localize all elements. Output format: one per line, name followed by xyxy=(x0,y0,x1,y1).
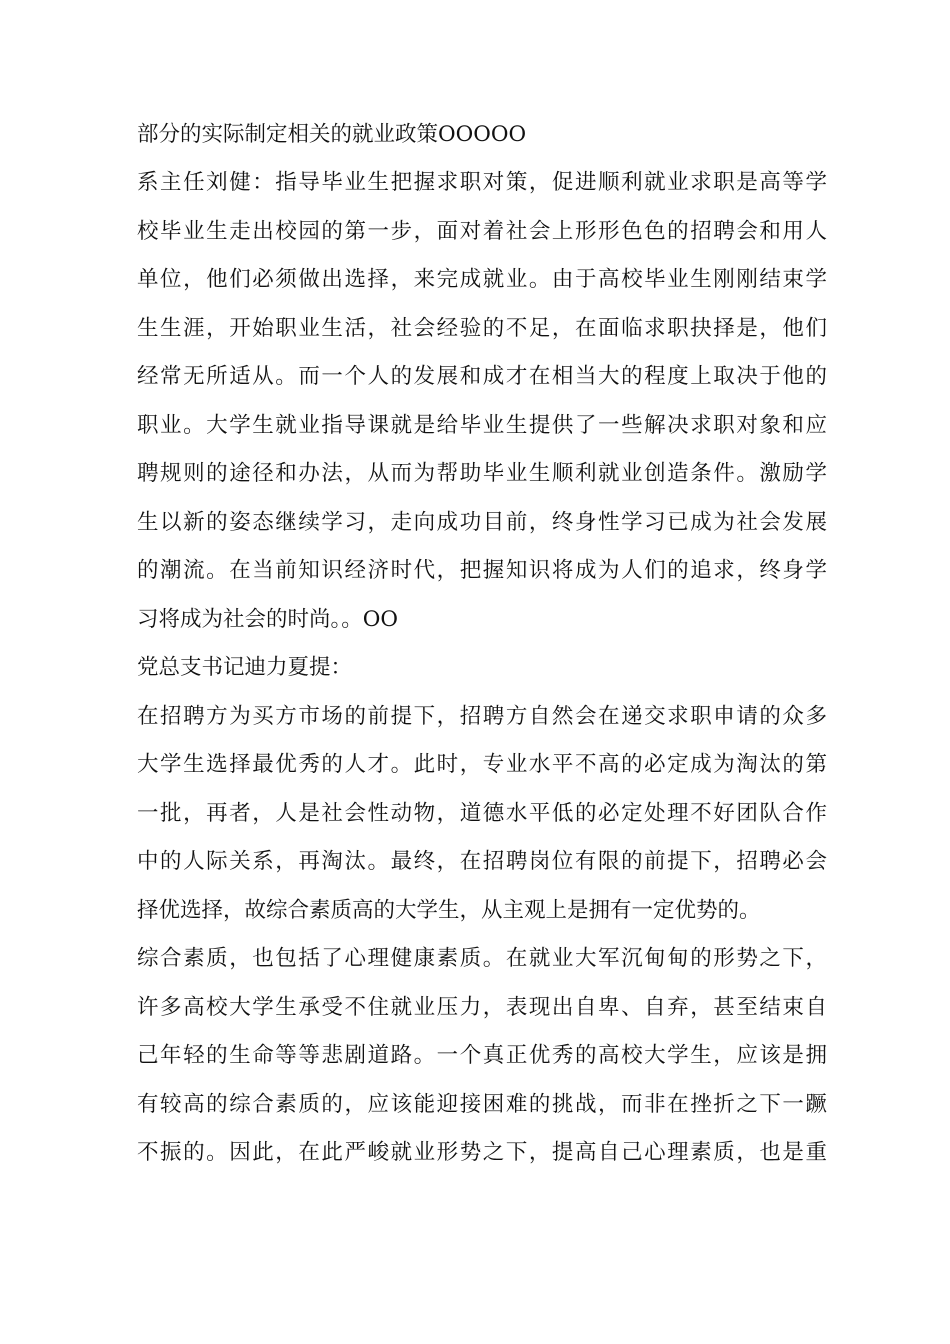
text-line: 单位，他们必须做出选择，来完成就业。由于高校毕业生刚刚结束学 xyxy=(137,267,827,292)
text-line: 生以新的姿态继续学习，走向成功目前，终身性学习已成为社会发展 xyxy=(137,510,827,535)
text-line: 党总支书记迪力夏提： xyxy=(137,655,353,680)
text-line: 习将成为社会的时尚。。OO xyxy=(137,607,399,632)
text-line: 职业。大学生就业指导课就是给毕业生提供了一些解决求职对象和应 xyxy=(137,413,827,438)
text-line: 的潮流。在当前知识经济时代，把握知识将成为人们的追求，终身学 xyxy=(137,558,827,583)
text-line: 许多高校大学生承受不住就业压力，表现出自卑、自弃，甚至结束自 xyxy=(137,995,827,1020)
text-line: 在招聘方为买方市场的前提下，招聘方自然会在递交求职申请的众多 xyxy=(137,704,827,729)
text-line: 部分的实际制定相关的就业政策OOOOO xyxy=(137,122,527,147)
text-line: 生生涯，开始职业生活，社会经验的不足，在面临求职抉择是，他们 xyxy=(137,316,827,341)
text-line: 综合素质，也包括了心理健康素质。在就业大军沉甸甸的形势之下， xyxy=(137,946,827,971)
text-line: 择优选择，故综合素质高的大学生，从主观上是拥有一定优势的。 xyxy=(137,898,761,923)
text-line: 己年轻的生命等等悲剧道路。一个真正优秀的高校大学生，应该是拥 xyxy=(137,1043,827,1068)
text-line: 经常无所适从。而一个人的发展和成才在相当大的程度上取决于他的 xyxy=(137,364,827,389)
text-line: 大学生选择最优秀的人才。此时，专业水平不高的必定成为淘汰的第 xyxy=(137,752,827,777)
text-line: 有较高的综合素质的，应该能迎接困难的挑战，而非在挫折之下一蹶 xyxy=(137,1092,827,1117)
text-line: 系主任刘健：指导毕业生把握求职对策，促进顺利就业求职是高等学 xyxy=(137,170,827,195)
text-line: 不振的。因此，在此严峻就业形势之下，提高自己心理素质，也是重 xyxy=(137,1140,827,1165)
text-line: 一批，再者，人是社会性动物，道德水平低的必定处理不好团队合作 xyxy=(137,801,827,826)
text-line: 聘规则的途径和办法，从而为帮助毕业生顺利就业创造条件。激励学 xyxy=(137,461,827,486)
text-line: 中的人际关系，再淘汰。最终，在招聘岗位有限的前提下，招聘必会 xyxy=(137,849,827,874)
text-line: 校毕业生走出校园的第一步，面对着社会上形形色色的招聘会和用人 xyxy=(137,219,827,244)
